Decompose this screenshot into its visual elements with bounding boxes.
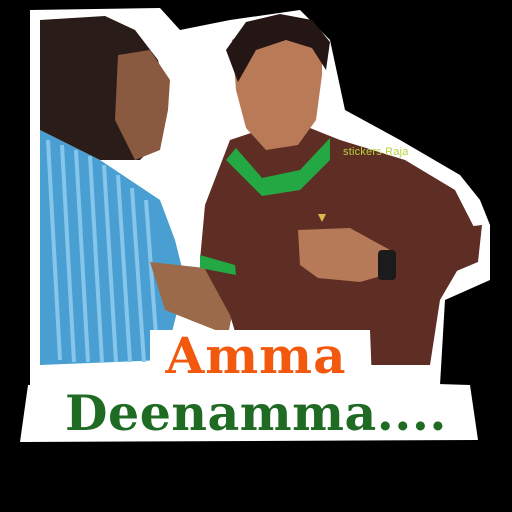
watermark-text: stickers Raja bbox=[343, 146, 409, 158]
caption-line-2: Deenamma.... bbox=[65, 384, 447, 442]
watch-icon bbox=[378, 250, 396, 280]
caption-line-1: Amma bbox=[165, 326, 347, 385]
